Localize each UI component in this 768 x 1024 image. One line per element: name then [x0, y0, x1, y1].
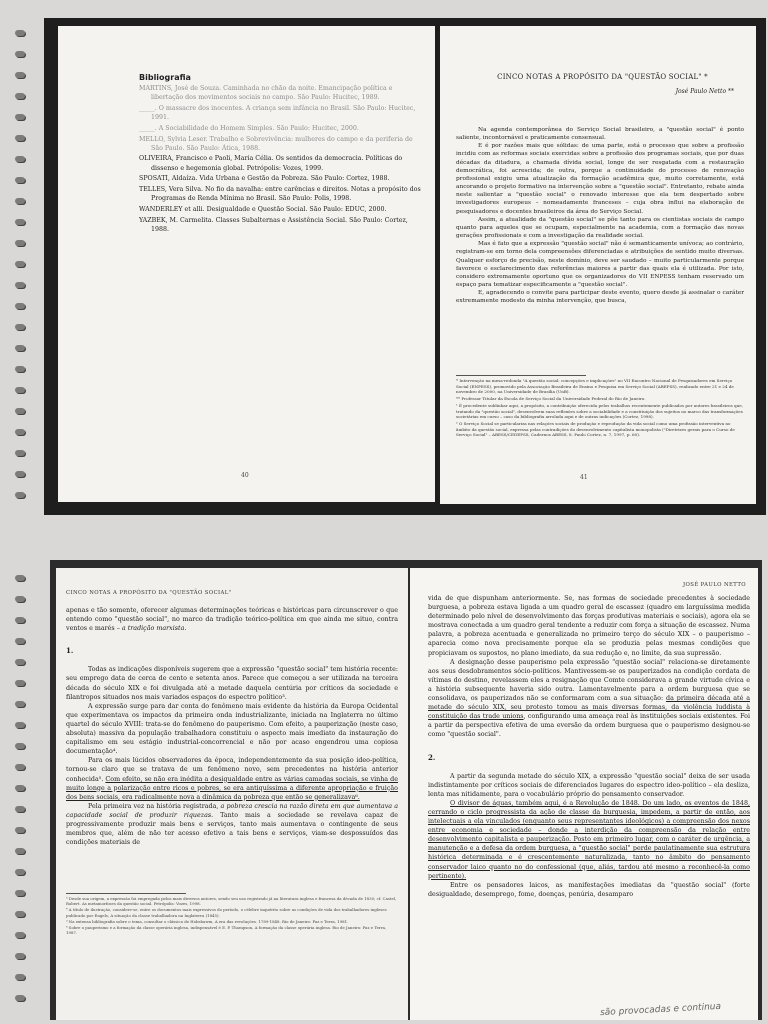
footnote: ³ Desde sua origem, a expressão foi empregada pelos mais diversos autores, sendo seu uso registrado já na literatura inglesa e francesa da década de 1830; cf. Castel, Robert. As metamorfoses da questão social. Petrópolis: Vozes, 1998. [66, 896, 397, 907]
bibliography-list [139, 84, 424, 236]
section-heading-1: 1. [66, 646, 74, 656]
footnote-rule [456, 375, 586, 376]
paragraph: Na agenda contemporânea do Serviço Social brasileiro, a "questão social" é ponto saliente, incontornável e praticamente consensual. [456, 127, 744, 142]
page-number-41: 41 [580, 474, 588, 481]
paragraph: A designação desse pauperismo pela expressão "questão social" relaciona-se diretamente aos seus desdobramentos sócio-políticos. Mantivessem-se os pauperizados na condição cordata de vítimas do destino, revelassem eles a resignação que Comte considerava a grande virtude cívica e a história subsequente haveria sido outra. Lamentavelmente para a ordem burguesa que se consolidava, os pauperizados não se conformaram com a sua situação: da primeira década até a metade do século XIX, seu protesto tomou as mais diversas formas, da violência luddista à constituição das trade unions, configurando uma ameaça real às instituições sociais existentes. Foi a partir da perspectiva efetiva de uma eversão da ordem burguesa que o pauperismo designou-se como "questão social". [428, 658, 750, 739]
page-number-40: 40 [241, 472, 249, 479]
paragraph: A expressão surge para dar conta do fenômeno mais evidente da história da Europa Ocidental que experimentava os impactos da primeira onda industrializante, iniciada na Inglaterra no último quartel do século XVIII: trata-se do fenômeno do pauperismo. Com efeito, a pauperização (neste caso, absoluta) massiva da população trabalhadora constituiu o aspecto mais imediato da instauração do capitalismo em seu estágio industrial-concorrencial e não por acaso engendrou uma copiosa documentação⁴. [66, 702, 398, 756]
paragraph-underlined: O divisor de águas, também aqui, é a Revolução de 1848. Do um lado, os eventos de 1848, cerrando o ciclo progressista da ação de classe da burguesia, impedem, a partir de então, aos intelectuais a ela vinculados (enquanto seus representantes ideológicos) a compreensão dos nexos entre economia e sociedade – donde a interdição da compreensão da relação entre desenvolvimento capitalista e pauperização. Posto em primeiro lugar, com o caráter de urgência, a manutenção e a defesa da ordem burguesa, a "questão social" perde paulatinamente sua estrutura histórica determinada e é crescentemente naturalizada, tanto no âmbito do pensamento conservador laico quanto no do confessional (que, aliás, tardou até mesmo a reconhecê-la como pertinente). [428, 799, 750, 880]
article-title: CINCO NOTAS A PROPÓSITO DA "QUESTÃO SOCIAL" * [497, 73, 708, 81]
paragraph: E é por razões mais que sólidas: de uma parte, está o processo que sobre a profissão incidiu com as reformas sociais exercidas sobre a profissão dos programas sociais, que por duas décadas da ditadura, a chamada dívida social, longe de ser resgatada com a restauração democrática, foi acrescida; de outra, porque a continuidade do processo de renovação profissional exigiu uma atualização da formação acadêmica que, muito corretamente, está ancorando o projeto formativo na intervenção sobre a "questão social". Entretanto, rebate ainda neste salientar a "questão social" o renovado interesse que ela tem despertado sobre investigadores europeus – nomeadamente franceses – cuja obra influi na elaboração de pesquisadores e docentes brasileiros da área do Serviço Social. [456, 143, 744, 215]
page-body-right [428, 594, 750, 899]
spiral-binding-bottom [0, 575, 40, 1015]
footnote: ¹ É procedente sublinhar aqui, a propósito, a contribuição oferecida pelos trabalhos recentemente publicados por autores brasileiros que, tratando da "questão social", desenvolvem suas reflexões sobre a sociabilidade e a constituição dos sujeitos no marco das transformações societárias em curso – caso da bibliografia arrolada aqui e de outras indicações (Cortez, 1998). [456, 403, 743, 419]
footnote-rule [66, 893, 186, 894]
page-bottom-left [56, 568, 408, 1020]
paragraph: Entre os pensadores laicos, as manifestações imediatas da "questão social" (forte desigualdade, desemprego, fome, doenças, penúria, desamparo [428, 881, 750, 898]
bibliography-heading: Bibliografia [139, 73, 191, 82]
paragraph: E, agradecendo o convite para participar deste evento, quero desde já assinalar o caráter extremamente modesto da minha intervenção, que busca, [456, 290, 744, 305]
bibliography-entry: TELLES, Vera Silva. No fio da navalha: entre carências e direitos. Notas a propósito dos Programas de Renda Mínima no Brasil. São Paulo: Polis, 1998. [139, 186, 421, 203]
bibliography-entry: SPOSATI, Aldaíza. Vida Urbana e Gestão da Pobreza. São Paulo: Cortez, 1988. [139, 175, 390, 183]
page-41 [440, 26, 756, 504]
bibliography-entry: _____. O massacre dos inocentes. A criança sem infância no Brasil. São Paulo: Hucitec, 1991. [139, 104, 416, 122]
bibliography-entry: MELLO, Sylvia Leser. Trabalho e Sobrevivência: mulheres do campo e da periferia de São Paulo. São Paulo: Ática, 1988. [139, 135, 413, 152]
paragraph: Mas é fato que a expressão "questão social" não é semanticamente unívoca; ao contrário, registram-se em torno dela compreensões diferenciadas e atribuições de sentido muito diversas. Qualquer esforço de precisão, neste domínio, deve ser saudado – muito particularmente porque favorece o esclarecimento das referências maiores a partir das quais ela é utilizada. Por isto, considero extremamente oportuno que os organizadores do VII ENPESS tenham reservado um espaço para tematizar especificamente a "questão social". [456, 241, 744, 288]
bibliography-entry: WANDERLEY et alli. Desigualdade e Questão Social. São Paulo: EDUC, 2000. [139, 205, 387, 213]
page-40 [58, 26, 435, 502]
paragraph: A partir da segunda metade do século XIX, a expressão "questão social" deixa de ser usada indistintamente por críticos sociais de diferenciados lugares do espectro ideo-político – ela desliza, lenta mas nitidamente, para o vocabulário próprio do pensamento conservador. [428, 772, 750, 798]
footnote: ² O Serviço Social se particulariza nas relações sociais de produção e reprodução da vida social como uma profissão interventiva no âmbito da questão social, expressa pelas contradições do desenvolvimento capitalista monopolista ("Diretrizes gerais para o Curso de Serviço Social" – ABESS/CEDEPSS, Cadernos ABESS, 8. Paulo Cortez, n. 7, 1997, p. 60). [456, 421, 735, 437]
footnote: ⁶ Sobre o pauperismo e a formação da classe operária inglesa, indispensável é E. P. Thompson, A formação da classe operária inglesa. Rio de Janeiro: Paz e Terra, 1987. [66, 925, 387, 936]
page-bottom-right [410, 568, 758, 1020]
handwritten-annotation: são provocadas e continua [599, 1001, 722, 1019]
footnotes-left [66, 896, 398, 936]
paragraph: Assim, a atualidade da "questão social" se põe tanto para os cientistas sociais de campo quanto para aqueles que se ocupam, especialmente na academia, com a formação das novas gerações profissionais e com a investigação da realidade social. [456, 216, 744, 240]
article-author: José Paulo Netto ** [675, 88, 734, 95]
page-body-left [66, 606, 398, 847]
bibliography-entry: MARTINS, José de Souza. Caminhada no chão da noite. Emancipação política e libertação dos movimentos sociais no campo. São Paulo: Hucitec, 1989. [139, 85, 393, 102]
footnote: ⁴ A título de ilustração, considere-se, entre os documentos mais expressivos do período, o célebre inquérito sobre as condições de vida dos trabalhadores ingleses publicado por Engels, A situação da classe trabalhadora na Inglaterra (1845). [66, 907, 387, 918]
running-head-left: CINCO NOTAS A PROPÓSITO DA "QUESTÃO SOCIAL" [66, 590, 232, 596]
footnote: ** Professor Titular da Escola de Serviço Social da Universidade Federal do Rio de Janeiro. [456, 396, 646, 401]
footnote: * Intervenção na mesa-redonda "A questão social: concepções e implicações" no VII Encontro Nacional de Pesquisadores em Serviço Social (ENPESS), promovido pela Associação Brasileira de Ensino e Pesquisa em Serviço Social (ABEPSS), realizado entre 21 e 24 de novembro de 2000, na Universidade de Brasília (UnB). [456, 378, 734, 394]
paragraph: vida de que dispunham anteriormente. Se, nas formas de sociedade precedentes à sociedade burguesa, a pobreza estava ligada a um quadro geral de escassez (quadro em larguíssima medida determinado pelo nível de desenvolvimento das forças produtivas materiais e sociais), agora ela se mostrava conectada a um quadro geral tendente a reduzir com força a situação de escassez. Numa palavra, a pobreza acentuada e generalizada no primeiro terço do século XIX – o pauperismo – aparecia como nova precisamente porque ela se produzia pelas mesmas condições que propiciavam os supostos, no plano imediato, da sua redução e, no limite, da sua supressão. [428, 595, 750, 657]
paragraph: Pela primeira vez na história registrada, a pobreza crescia na razão direta em que aumentava a capacidade social de produzir riquezas. Tanto mais a sociedade se revelava capaz de progressivamente produzir mais bens e serviços, tanto mais aumentava o contingente de seus membros que, além de não ter acesso efetivo a tais bens e serviços, viam-se despossuídos das condições materiais de [66, 802, 398, 847]
paragraph-intro: apenas e tão somente, oferecer algumas determinações teóricas e históricas para circunscrever o que entendo como "questão social", no marco da tradição teórico-política em que ainda me situo, contra ventos e marés – a tradição marxista. [66, 607, 398, 633]
spiral-binding-top [0, 30, 40, 500]
paragraph: Todas as indicações disponíveis sugerem que a expressão "questão social" tem história recente: seu emprego data de cerca de cento e setenta anos. Parece que começou a ser utilizada na terceira década do século XIX e foi divulgada até a metade daquela centúria por críticos da sociedade e filantropos situados nos mais variados espaços do espectro político³. [66, 666, 398, 701]
bibliography-entry: _____. A Sociabilidade do Homem Simples. São Paulo: Hucitec, 2000. [139, 124, 359, 132]
running-head-right: JOSÉ PAULO NETTO [683, 582, 746, 588]
footnotes-41 [456, 378, 744, 439]
paragraph: Para os mais lúcidos observadores da época, independentemente da sua posição ideo-política, tornou-se claro que se tratava de um fenômeno novo, sem precedentes na história anterior conhecida⁵. Com efeito, se não era inédita a desigualdade entre as várias camadas sociais, se vinha de muito longe a polarização entre ricos e pobres, se era antiquíssima a diferente apropriação e fruição dos bens sociais, era radicalmente nova a dinâmica da pobreza que então se generalizava⁶. [66, 757, 398, 801]
section-heading-2: 2. [428, 752, 436, 762]
footnote: ⁵ Na extensa bibliografia sobre o tema, consultar o clássico de Hobsbawm, A era das revoluções. 1789-1848. Rio de Janeiro: Paz e Terra, 1981. [66, 918, 349, 924]
bibliography-entry: OLIVEIRA, Francisco e Paoli, Maria Célia. Os sentidos da democracia. Políticas do dissenso e hegemonia global. Petrópolis: Vozes, 1999. [139, 155, 403, 172]
article-body [456, 126, 744, 305]
bibliography-entry: YAZBEK, M. Carmelita. Classes Subalternas e Assistência Social. São Paulo: Cortez, 1988. [139, 216, 408, 233]
